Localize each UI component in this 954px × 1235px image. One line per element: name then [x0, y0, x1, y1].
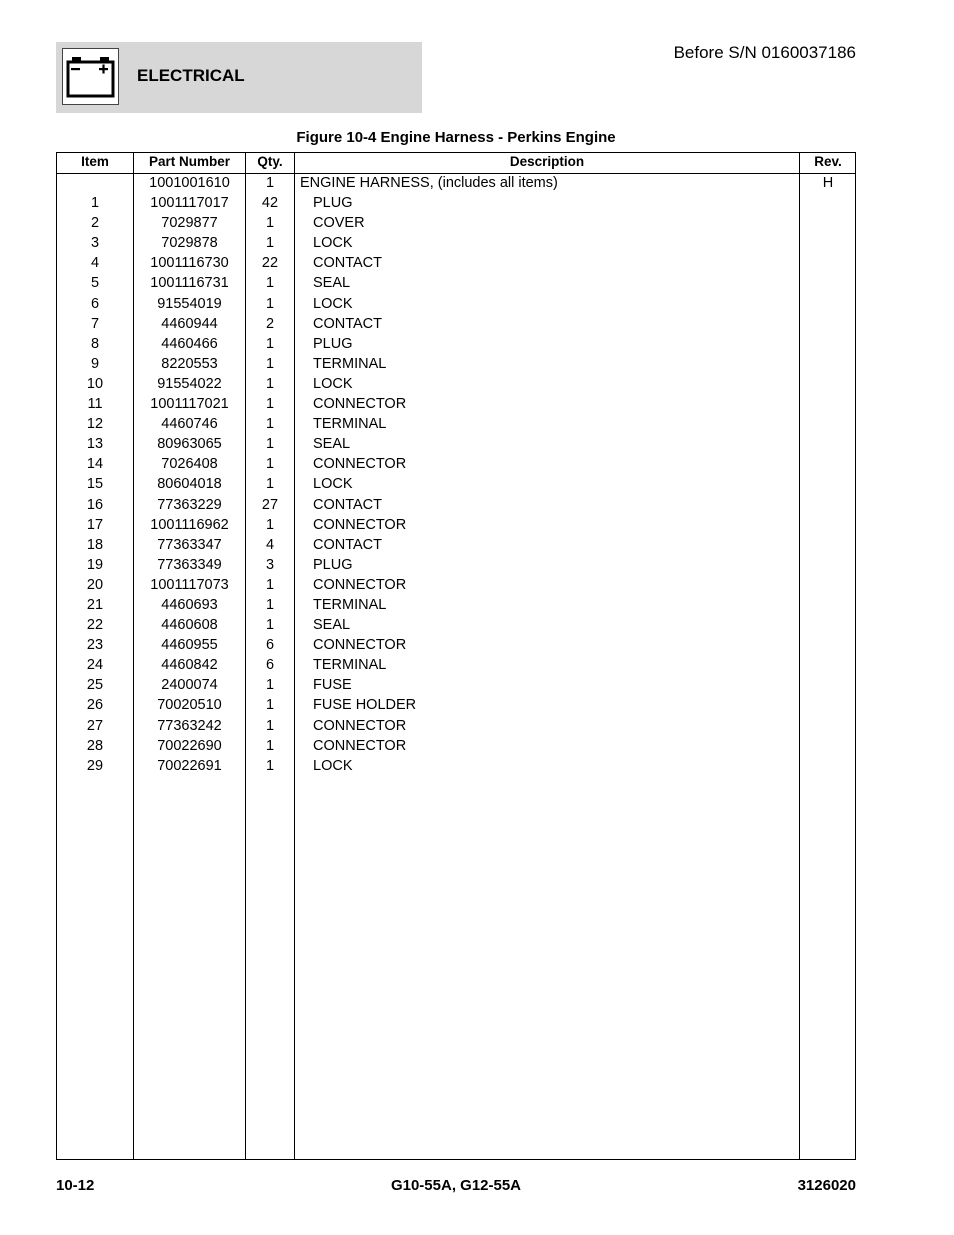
part-number: 4460944 [161, 315, 218, 332]
table-row [57, 213, 855, 233]
description: LOCK [313, 375, 353, 392]
table-row [57, 635, 855, 655]
part-number: 70020510 [157, 697, 222, 714]
quantity: 27 [261, 496, 279, 513]
quantity: 1 [265, 335, 275, 352]
part-number: 77363242 [157, 717, 222, 734]
table-row [57, 535, 855, 555]
part-number: 4460608 [161, 617, 218, 634]
description: TERMINAL [313, 355, 387, 372]
model-numbers: G10-55A, G12-55A [390, 1177, 522, 1194]
quantity: 1 [265, 596, 275, 613]
description: ENGINE HARNESS, (includes all items) [300, 175, 558, 191]
item-number: 16 [86, 496, 104, 513]
table-row [57, 716, 855, 736]
quantity: 1 [265, 677, 275, 694]
table-row [57, 354, 855, 374]
description: FUSE HOLDER [313, 697, 417, 714]
part-number: 80604018 [157, 476, 222, 493]
table-row [57, 434, 855, 454]
quantity: 1 [265, 235, 275, 252]
part-number: 77363229 [157, 496, 222, 513]
part-number: 7026408 [161, 456, 218, 473]
part-number: 4460746 [161, 416, 218, 433]
part-number: 1001001610 [149, 175, 230, 191]
quantity: 1 [265, 617, 275, 634]
table-row [57, 695, 855, 715]
description: CONNECTOR [313, 456, 407, 473]
item-number: 11 [87, 396, 103, 413]
description: LOCK [313, 295, 353, 312]
description: CONTACT [313, 315, 383, 332]
part-number: 4460955 [161, 637, 218, 654]
description: CONNECTOR [313, 637, 407, 654]
column-header-description: Description [509, 154, 585, 169]
table-row [57, 233, 855, 253]
quantity: 1 [265, 737, 275, 754]
description: TERMINAL [313, 416, 387, 433]
section-header-band [56, 42, 422, 113]
column-header-part-number: Part Number [148, 154, 231, 169]
table-row [57, 273, 855, 293]
item-number: 27 [86, 717, 104, 734]
column-header-qty: Qty. [257, 154, 283, 169]
item-number: 13 [86, 436, 104, 453]
battery-icon [62, 48, 119, 105]
table-row [57, 314, 855, 334]
quantity: 1 [265, 275, 275, 292]
description: CONNECTOR [313, 396, 407, 413]
item-number: 20 [86, 576, 104, 593]
part-number: 1001116962 [150, 516, 229, 533]
item-number: 24 [86, 657, 104, 674]
item-number: 2 [90, 215, 100, 232]
item-number: 1 [90, 195, 100, 212]
item-number: 14 [86, 456, 104, 473]
quantity: 1 [265, 375, 275, 392]
table-row [57, 515, 855, 535]
item-number: 8 [90, 335, 100, 352]
quantity: 1 [265, 516, 275, 533]
item-number: 10 [86, 375, 104, 392]
part-number: 1001117073 [150, 576, 229, 593]
description: LOCK [313, 476, 353, 493]
table-row [57, 736, 855, 756]
description: CONNECTOR [313, 717, 407, 734]
description: CONNECTOR [313, 576, 407, 593]
item-number: 19 [86, 556, 104, 573]
table-row [57, 595, 855, 615]
item-number: 21 [86, 596, 104, 613]
item-number: 7 [90, 315, 100, 332]
description: CONTACT [313, 496, 383, 513]
description: LOCK [313, 757, 353, 774]
document-number: 3126020 [797, 1177, 856, 1194]
quantity: 1 [265, 717, 275, 734]
table-row [57, 394, 855, 414]
part-number: 4460842 [161, 657, 218, 674]
quantity: 1 [265, 396, 275, 413]
part-number: 4460466 [161, 335, 218, 352]
description: SEAL [313, 436, 351, 453]
table-body [57, 173, 855, 776]
part-number: 70022690 [157, 737, 222, 754]
description: COVER [313, 215, 365, 232]
quantity: 1 [265, 295, 275, 312]
table-row [57, 173, 855, 193]
figure-title: Figure 10-4 Engine Harness - Perkins Engine [296, 129, 616, 146]
table-row [57, 414, 855, 434]
page-number: 10-12 [56, 1177, 95, 1194]
table-row [57, 193, 855, 213]
item-number: 3 [90, 235, 100, 252]
item-number: 12 [86, 416, 104, 433]
quantity: 6 [265, 637, 275, 654]
description: FUSE [313, 677, 352, 694]
part-number: 1001116730 [150, 255, 229, 272]
item-number: 28 [86, 737, 104, 754]
quantity: 1 [265, 456, 275, 473]
table-row [57, 555, 855, 575]
item-number: 23 [86, 637, 104, 654]
item-number: 6 [90, 295, 100, 312]
quantity: 1 [265, 436, 275, 453]
item-number: 25 [86, 677, 104, 694]
part-number: 1001116731 [150, 275, 229, 292]
description: TERMINAL [313, 596, 387, 613]
description: CONTACT [313, 255, 383, 272]
quantity: 22 [261, 255, 279, 272]
item-number: 17 [86, 516, 104, 533]
item-number: 5 [90, 275, 100, 292]
table-row [57, 575, 855, 595]
table-row [57, 253, 855, 273]
quantity: 1 [265, 476, 275, 493]
table-row [57, 675, 855, 695]
table-row [57, 615, 855, 635]
part-number: 1001117017 [150, 195, 229, 212]
serial-number-note: Before S/N 0160037186 [673, 43, 856, 62]
part-number: 4460693 [161, 596, 218, 613]
description: PLUG [313, 195, 353, 212]
part-number: 70022691 [157, 757, 222, 774]
part-number: 8220553 [161, 355, 218, 372]
table-row [57, 294, 855, 314]
table-row [57, 655, 855, 675]
description: PLUG [313, 556, 353, 573]
description: CONNECTOR [313, 737, 407, 754]
description: CONNECTOR [313, 516, 407, 533]
part-number: 77363347 [157, 536, 222, 553]
item-number: 4 [90, 255, 100, 272]
description: SEAL [313, 617, 351, 634]
part-number: 91554022 [157, 375, 222, 392]
item-number: 26 [86, 697, 104, 714]
quantity: 42 [261, 195, 279, 212]
item-number: 29 [86, 757, 104, 774]
column-header-rev: Rev. [814, 154, 842, 169]
table-row [57, 374, 855, 394]
item-number: 22 [86, 617, 104, 634]
description: PLUG [313, 335, 353, 352]
table-row [57, 454, 855, 474]
quantity: 1 [265, 576, 275, 593]
quantity: 2 [265, 315, 275, 332]
table-row [57, 474, 855, 494]
item-number: 9 [90, 355, 100, 372]
quantity: 1 [265, 757, 275, 774]
parts-table [56, 152, 856, 1160]
quantity: 1 [265, 215, 275, 232]
section-title: ELECTRICAL [137, 66, 245, 85]
description: LOCK [313, 235, 353, 252]
column-header-item: Item [81, 154, 109, 169]
table-row [57, 495, 855, 515]
part-number: 77363349 [157, 556, 222, 573]
quantity: 6 [265, 657, 275, 674]
description: TERMINAL [313, 657, 387, 674]
quantity: 4 [265, 536, 275, 553]
part-number: 7029877 [161, 215, 218, 232]
part-number: 91554019 [157, 295, 222, 312]
part-number: 2400074 [161, 677, 218, 694]
item-number: 15 [86, 476, 104, 493]
part-number: 1001117021 [150, 396, 229, 413]
table-row [57, 756, 855, 776]
item-number: 18 [86, 536, 104, 553]
part-number: 80963065 [157, 436, 222, 453]
quantity: 1 [265, 175, 275, 191]
description: CONTACT [313, 536, 383, 553]
quantity: 1 [265, 416, 275, 433]
part-number: 7029878 [161, 235, 218, 252]
revision: H [822, 175, 834, 191]
quantity: 1 [265, 697, 275, 714]
quantity: 1 [265, 355, 275, 372]
description: SEAL [313, 275, 351, 292]
quantity: 3 [265, 556, 275, 573]
table-row [57, 334, 855, 354]
